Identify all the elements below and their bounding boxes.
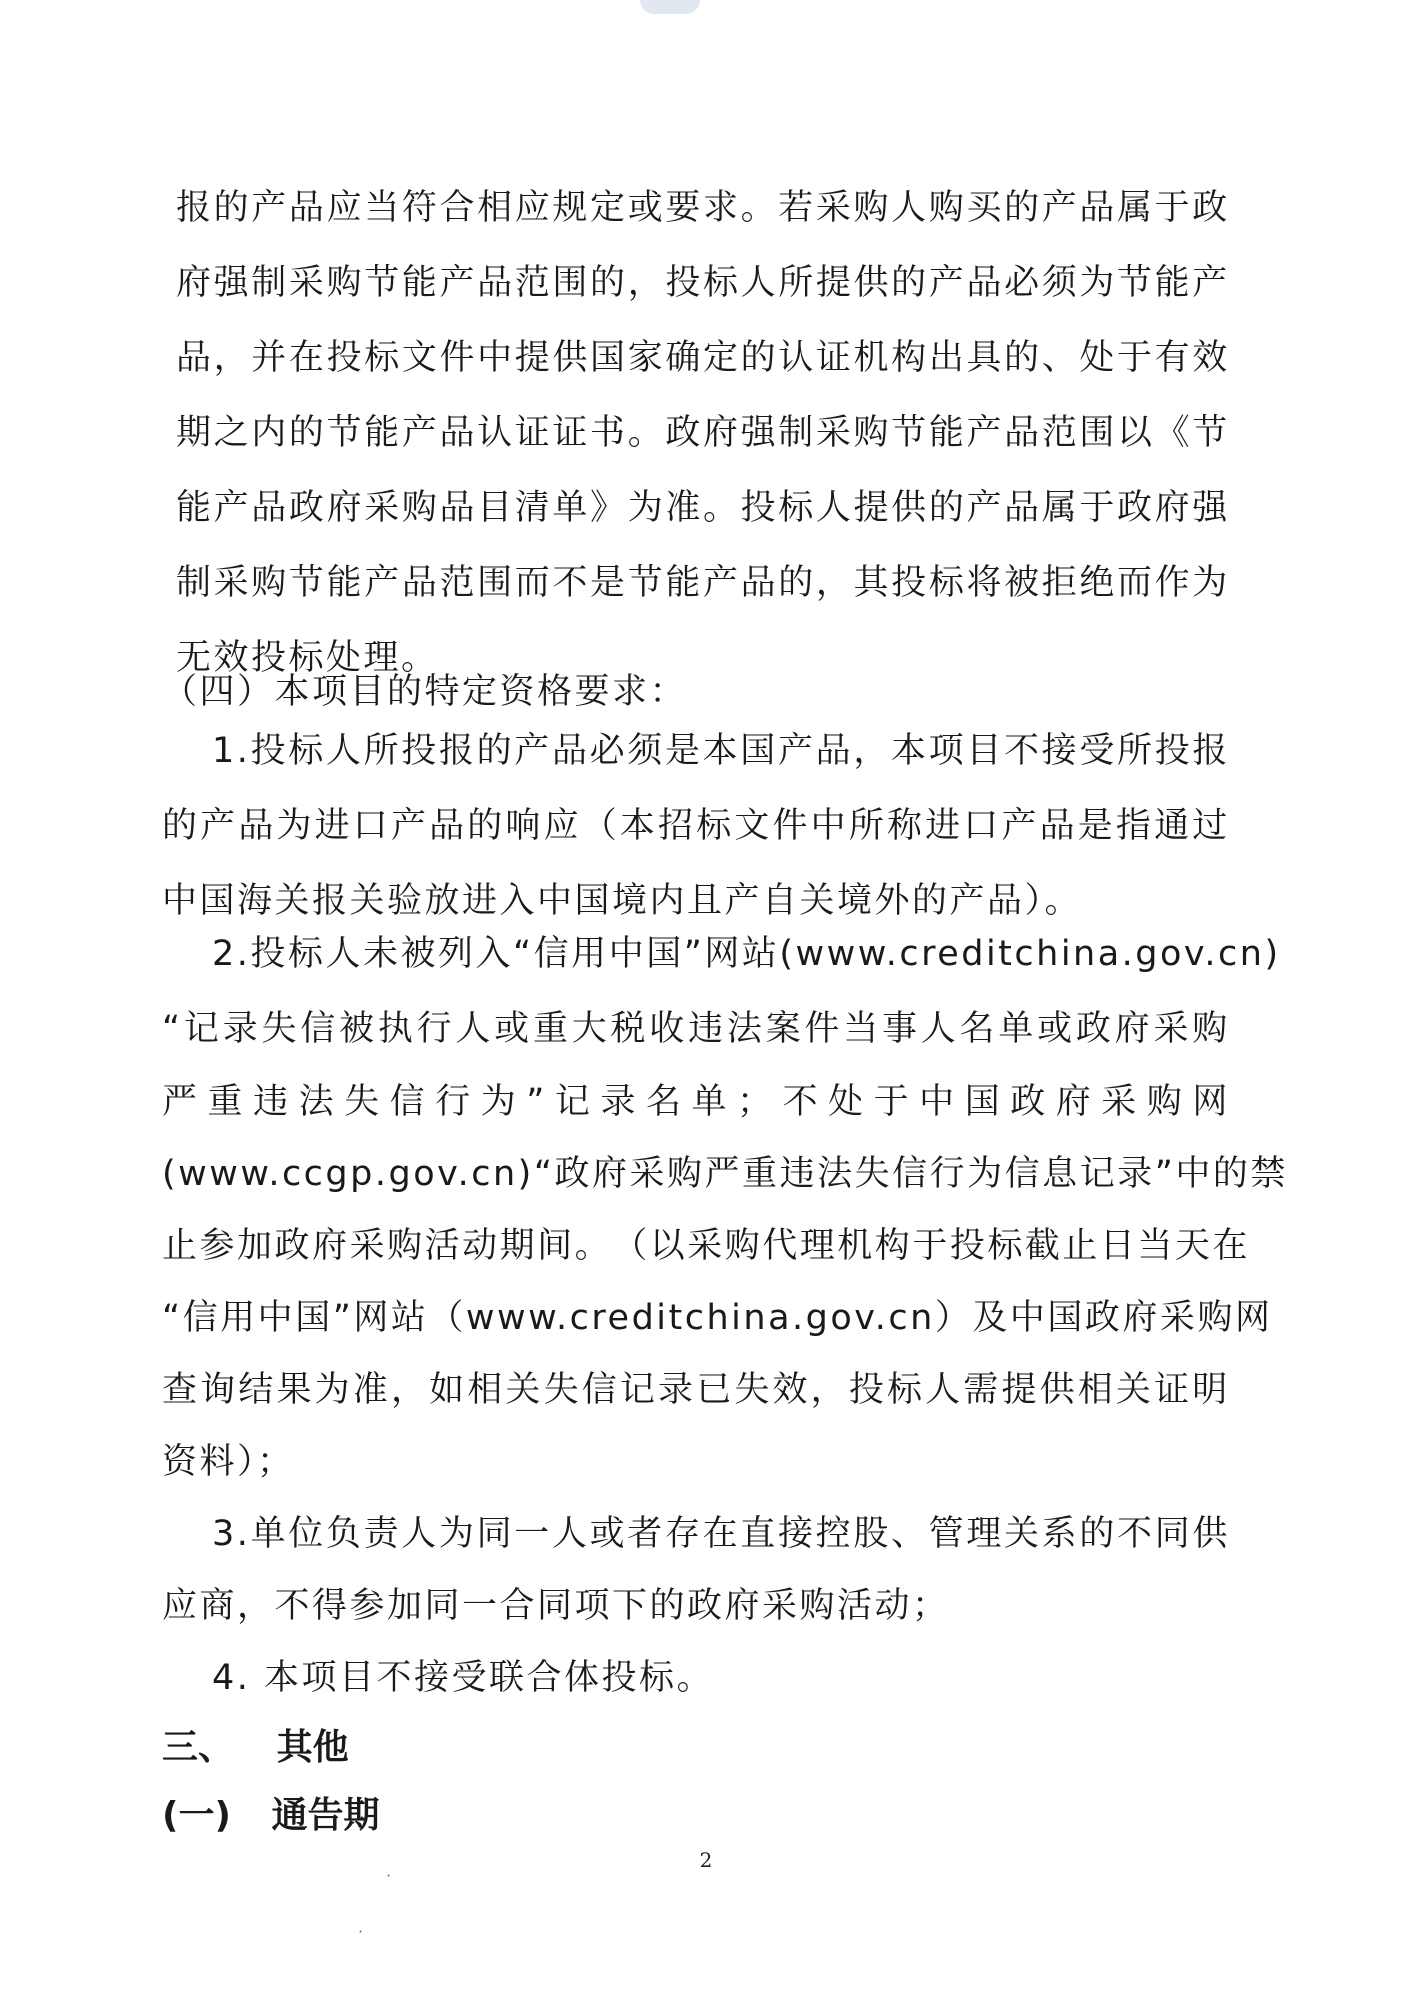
body-line: “ 记 录 失 信 被 执 行 人 或 重 大 税 收 违 法 案 件 当 事 人 名 单 或 政 府 采 购 — [162, 1009, 1230, 1049]
subsection-heading-number: (一) — [162, 1795, 231, 1836]
body-line: 严 重 违 法 失 信 行 为 ” 记 录 名 单 ； 不 处 于 中 国 政 府 采 购 网 — [162, 1082, 1230, 1122]
stamp-residue-mark: · — [358, 1922, 364, 1941]
stamp-residue-mark: · — [386, 1866, 392, 1885]
scan-artifact — [640, 0, 700, 14]
body-line: 2. 投 标 人 未 被 列 入 “ 信 用 中 国 ” 网 站 (www.creditchina.gov.cn) — [212, 934, 1281, 974]
body-line: 资料）； — [162, 1442, 295, 1482]
section-heading-number: 三、 — [162, 1727, 235, 1768]
subsection-heading — [162, 1792, 379, 1840]
section-heading — [162, 1724, 349, 1772]
body-line: 品 ， 并 在 投 标 文 件 中 提 供 国 家 确 定 的 认 证 机 构 出 具 的 、 处 于 有 效 — [176, 338, 1230, 378]
body-line: 能 产 品 政 府 采 购 品 目 清 单 》 为 准 。 投 标 人 提 供 的 产 品 属 于 政 府 强 — [176, 488, 1230, 528]
body-line: (www.ccgp.gov.cn) “ 政 府 采 购 严 重 违 法 失 信 行 为 信 息 记 录 ” 中 的 禁 — [162, 1154, 1288, 1194]
section-heading-title: 其他 — [276, 1727, 349, 1768]
body-line: 查 询 结 果 为 准 ， 如 相 关 失 信 记 录 已 失 效 ， 投 标 人 需 提 供 相 关 证 明 — [162, 1370, 1230, 1410]
subsection-heading-title: 通告期 — [271, 1795, 380, 1836]
subsection-line: （四）本项目的特定资格要求： — [162, 672, 688, 712]
page-number: 2 — [699, 1848, 713, 1872]
body-line: 止 参 加 政 府 采 购 活 动 期 间 。 （ 以 采 购 代 理 机 构 于 投 标 截 止 日 当 天 在 — [162, 1226, 1250, 1266]
body-line: 制 采 购 节 能 产 品 范 围 而 不 是 节 能 产 品 的 ， 其 投 标 将 被 拒 绝 而 作 为 — [176, 563, 1230, 603]
body-line: 报 的 产 品 应 当 符 合 相 应 规 定 或 要 求 。 若 采 购 人 购 买 的 产 品 属 于 政 — [176, 188, 1230, 228]
body-line: 4. 本项目不接受联合体投标。 — [212, 1658, 715, 1698]
body-line: 的 产 品 为 进 口 产 品 的 响 应 （ 本 招 标 文 件 中 所 称 进 口 产 品 是 指 通 过 — [162, 806, 1230, 846]
body-line: 中国海关报关验放进入中国境内且产自关境外的产品）。 — [162, 881, 1083, 921]
body-line: 期 之 内 的 节 能 产 品 认 证 证 书 。 政 府 强 制 采 购 节 能 产 品 范 围 以 《 节 — [176, 413, 1230, 453]
body-line: 应商，不得参加同一合同项下的政府采购活动； — [162, 1586, 950, 1626]
body-line: “ 信 用 中 国 ” 网 站 （ www.creditchina.gov.cn ） 及 中 国 政 府 采 购 网 — [162, 1298, 1273, 1338]
body-line: 1. 投 标 人 所 投 报 的 产 品 必 须 是 本 国 产 品 ， 本 项 目 不 接 受 所 投 报 — [212, 731, 1230, 771]
body-line: 无效投标处理。 — [176, 638, 439, 678]
body-line: 3. 单 位 负 责 人 为 同 一 人 或 者 存 在 直 接 控 股 、 管 理 关 系 的 不 同 供 — [212, 1514, 1230, 1554]
body-line: 府 强 制 采 购 节 能 产 品 范 围 的 ， 投 标 人 所 提 供 的 产 品 必 须 为 节 能 产 — [176, 263, 1230, 303]
